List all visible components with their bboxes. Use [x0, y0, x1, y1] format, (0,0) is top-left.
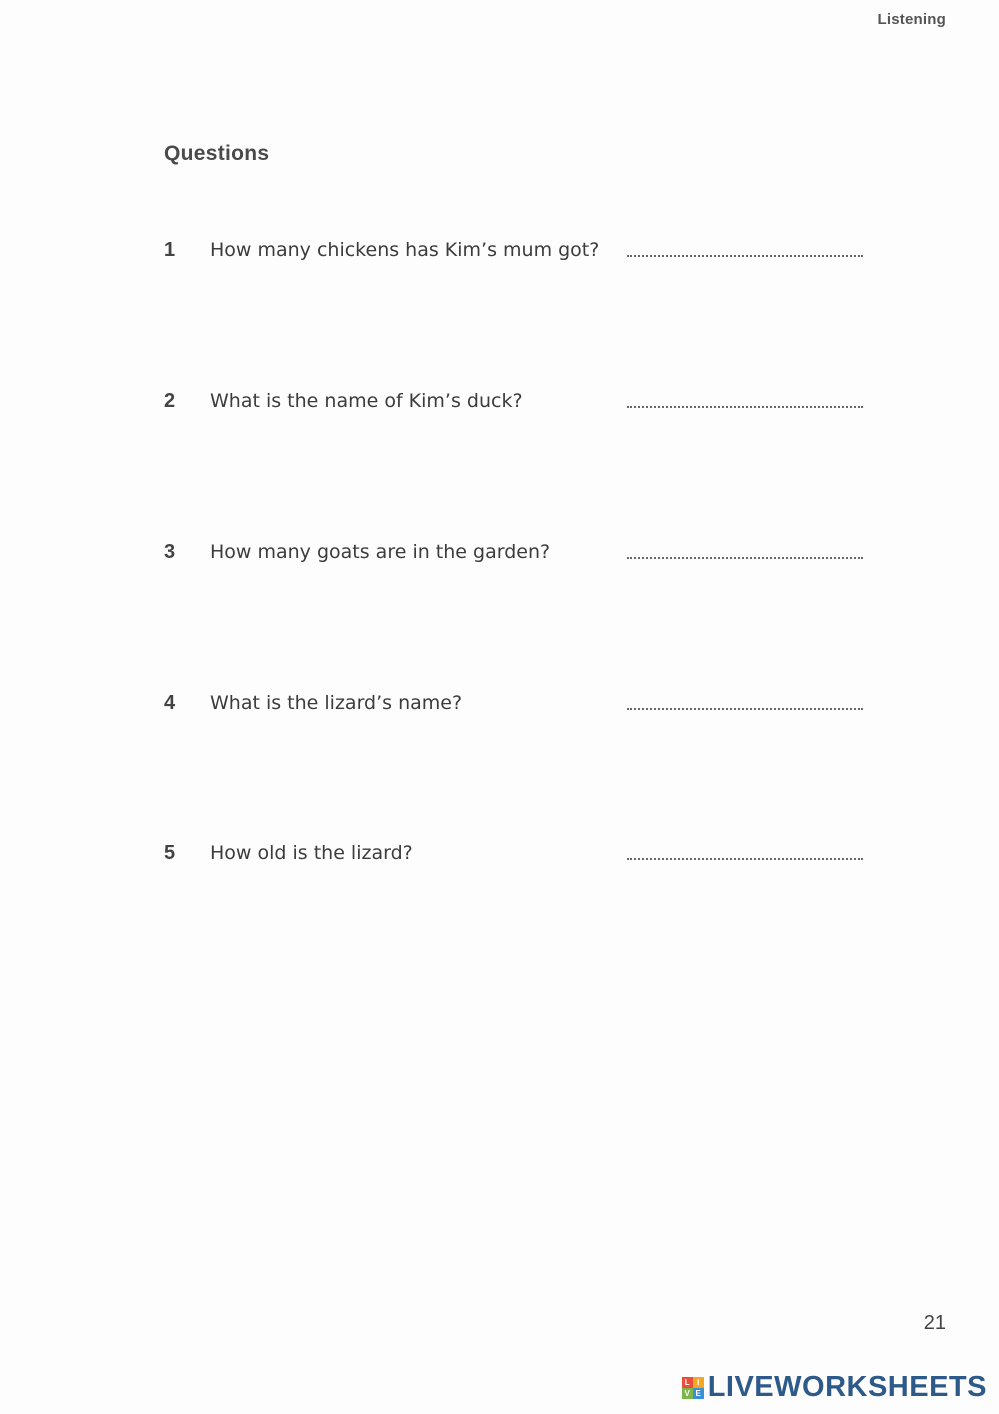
answer-field-4[interactable]: [627, 708, 863, 710]
logo-tile: I: [693, 1377, 704, 1388]
answer-field-3[interactable]: [627, 557, 863, 559]
answer-field-2[interactable]: [627, 406, 863, 408]
question-item-1: [164, 239, 864, 269]
question-text: How old is the lizard?: [210, 842, 413, 864]
page-number: 21: [923, 1312, 946, 1334]
question-number: 5: [164, 842, 176, 864]
question-item-2: [164, 390, 864, 420]
question-number: 2: [164, 390, 176, 412]
question-text: What is the lizard’s name?: [210, 692, 463, 714]
question-text: What is the name of Kim’s duck?: [210, 390, 523, 412]
question-number: 1: [164, 239, 176, 261]
question-number: 3: [164, 541, 176, 563]
answer-field-5[interactable]: [627, 858, 863, 860]
brand-logo[interactable]: [682, 1371, 987, 1404]
question-text: How many goats are in the garden?: [210, 541, 551, 563]
question-number: 4: [164, 692, 176, 714]
logo-tile: V: [682, 1388, 693, 1399]
question-item-5: [164, 842, 864, 872]
question-item-3: [164, 541, 864, 571]
answer-field-1[interactable]: [627, 255, 863, 257]
question-item-4: [164, 692, 864, 722]
brand-name: LIVEWORKSHEETS: [707, 1371, 987, 1403]
liveworksheets-logo-icon: [682, 1377, 704, 1399]
section-label: Listening: [877, 11, 946, 28]
page-title: Questions: [164, 142, 270, 165]
logo-tile: L: [682, 1377, 693, 1388]
question-text: How many chickens has Kim’s mum got?: [210, 239, 600, 261]
logo-tile: E: [693, 1388, 704, 1399]
